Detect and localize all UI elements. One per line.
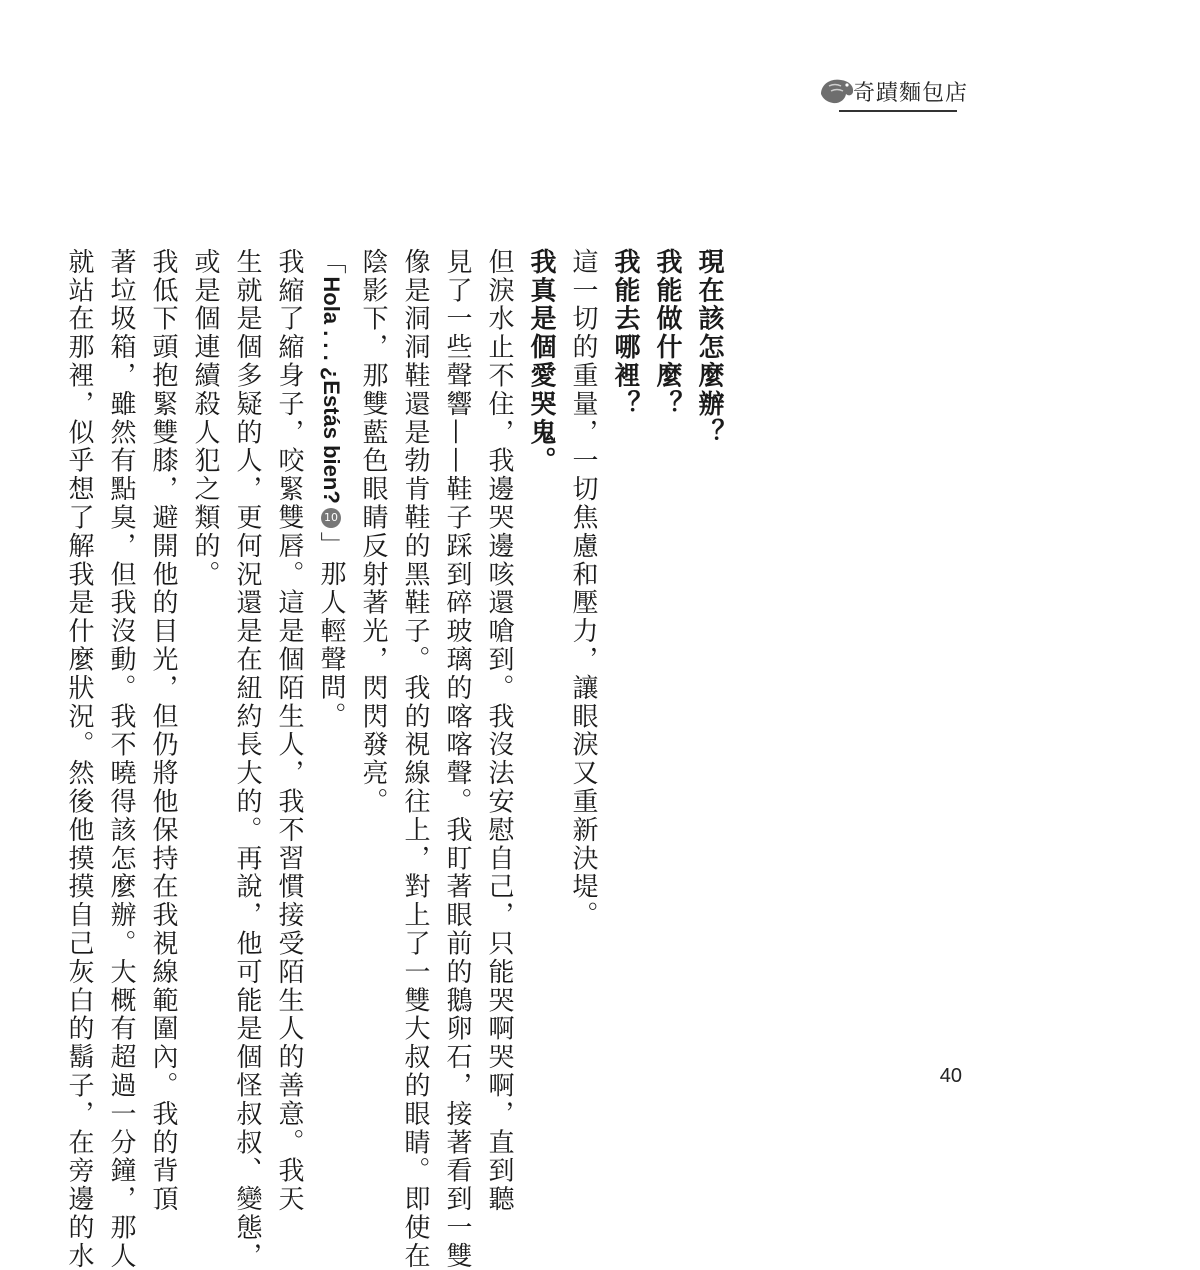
text-column: 我能做什麼？ bbox=[652, 248, 682, 419]
header-divider bbox=[839, 110, 957, 112]
text-column: 陰影下，那雙藍色眼睛反射著光，閃閃發亮。 bbox=[358, 248, 388, 816]
text-column: 像是洞洞鞋還是勃肯鞋的黑鞋子。我的視線往上，對上了一雙大叔的眼睛。即使在 bbox=[400, 248, 430, 1270]
running-header bbox=[817, 72, 969, 112]
page-number: 40 bbox=[939, 1065, 962, 1087]
text-column: 我低下頭抱緊雙膝，避開他的目光，但仍將他保持在我視線範圍內。我的背頂 bbox=[148, 248, 178, 1214]
book-title: 奇蹟麵包店 bbox=[853, 81, 969, 106]
text-column: 但淚水止不住，我邊哭邊咳還嗆到。我沒法安慰自己，只能哭啊哭啊，直到聽 bbox=[484, 248, 514, 1214]
spanish-quote: Hola . . . ¿Estás bien? bbox=[319, 276, 344, 504]
text-column: 就站在那裡，似乎想了解我是什麼狀況。然後他摸摸自己灰白的鬍子，在旁邊的水 bbox=[64, 248, 94, 1270]
text-column: 著垃圾箱，雖然有點臭，但我沒動。我不曉得該怎麼辦。大概有超過一分鐘，那人 bbox=[106, 248, 136, 1270]
vertical-body-text bbox=[58, 248, 730, 1270]
text-column: 現在該怎麼辦？ bbox=[694, 248, 724, 447]
text-column: 生就是個多疑的人，更何況還是在紐約長大的。再說，他可能是個怪叔叔、變態， bbox=[232, 248, 262, 1270]
quote-open: 「 bbox=[316, 248, 346, 277]
text-column: 我縮了縮身子，咬緊雙唇。這是個陌生人，我不習慣接受陌生人的善意。我天 bbox=[274, 248, 304, 1214]
text-column: 這一切的重量，一切焦慮和壓力，讓眼淚又重新決堤。 bbox=[568, 248, 598, 930]
quote-column bbox=[310, 248, 352, 958]
quote-rest: 」那人輕聲問。 bbox=[316, 531, 346, 731]
bread-logo-icon bbox=[817, 74, 857, 108]
text-column: 我真是個愛哭鬼。 bbox=[526, 248, 556, 476]
text-column: 我能去哪裡？ bbox=[610, 248, 640, 419]
text-column: 或是個連續殺人犯之類的。 bbox=[190, 248, 220, 589]
footnote-marker: 10 bbox=[321, 508, 341, 528]
text-column: 見了一些聲響——鞋子踩到碎玻璃的喀喀聲。我盯著眼前的鵝卵石，接著看到一雙 bbox=[442, 248, 472, 1270]
